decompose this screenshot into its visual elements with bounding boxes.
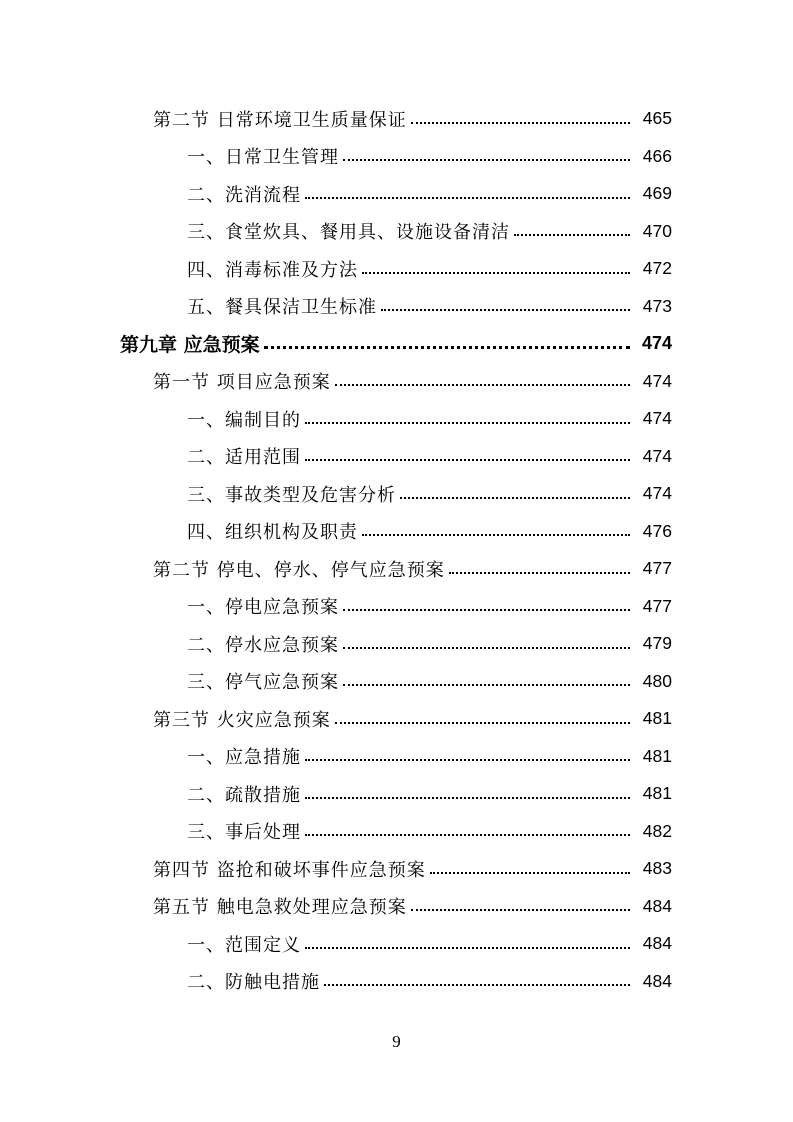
toc-section-row[interactable] bbox=[0, 363, 793, 401]
dot-leader bbox=[449, 572, 630, 574]
toc-item-row[interactable] bbox=[0, 625, 793, 663]
toc-section-row[interactable] bbox=[0, 850, 793, 888]
toc-item-row[interactable] bbox=[0, 138, 793, 176]
toc-item-row[interactable] bbox=[0, 288, 793, 326]
toc-section-row[interactable] bbox=[0, 100, 793, 138]
toc-entry-page: 477 bbox=[642, 595, 672, 616]
toc-entry-page: 474 bbox=[642, 445, 672, 466]
toc-item-row[interactable] bbox=[0, 738, 793, 776]
dot-leader bbox=[305, 459, 630, 461]
toc-entry-title: 二、疏散措施 bbox=[187, 784, 301, 806]
toc-section-row[interactable] bbox=[0, 700, 793, 738]
dot-leader bbox=[335, 384, 630, 386]
toc-section-row[interactable] bbox=[0, 888, 793, 926]
dot-leader bbox=[305, 422, 630, 424]
toc-chapter-row[interactable] bbox=[0, 325, 793, 363]
dot-leader bbox=[343, 159, 630, 161]
toc-entry-page: 473 bbox=[642, 295, 672, 316]
toc-entry-title: 三、食堂炊具、餐用具、设施设备清洁 bbox=[187, 222, 510, 244]
toc-entry-page: 472 bbox=[642, 258, 672, 279]
toc-entry-page: 482 bbox=[642, 820, 672, 841]
toc-entry-page: 484 bbox=[642, 895, 672, 916]
toc-entry-title: 一、范围定义 bbox=[187, 934, 301, 956]
toc-entry-page: 476 bbox=[642, 520, 672, 541]
dot-leader bbox=[430, 872, 630, 874]
dot-leader bbox=[343, 647, 630, 649]
toc-item-row[interactable] bbox=[0, 438, 793, 476]
toc-entry-title: 三、事后处理 bbox=[187, 822, 301, 844]
dot-leader bbox=[411, 122, 630, 124]
toc-item-row[interactable] bbox=[0, 175, 793, 213]
dot-leader bbox=[362, 272, 630, 274]
toc-entry-page: 481 bbox=[642, 745, 672, 766]
toc-entry-page: 474 bbox=[642, 483, 672, 504]
dot-leader bbox=[305, 797, 630, 799]
toc-entry-page: 483 bbox=[642, 858, 672, 879]
toc-entry-page: 474 bbox=[642, 408, 672, 429]
dot-leader bbox=[514, 234, 630, 236]
page-number: 9 bbox=[392, 1032, 401, 1051]
toc-entry-page: 480 bbox=[642, 670, 672, 691]
toc-entry-page: 465 bbox=[642, 108, 672, 129]
toc-item-row[interactable] bbox=[0, 588, 793, 626]
toc-entry-page: 477 bbox=[642, 558, 672, 579]
toc-entry-page: 474 bbox=[641, 333, 672, 354]
toc-entry-title: 二、适用范围 bbox=[187, 447, 301, 469]
toc-entry-page: 474 bbox=[642, 370, 672, 391]
toc-entry-title: 一、编制目的 bbox=[187, 409, 301, 431]
toc-entry-title: 四、组织机构及职责 bbox=[187, 522, 358, 544]
dot-leader bbox=[324, 984, 630, 986]
toc-entry-page: 481 bbox=[642, 783, 672, 804]
toc-entry-title: 第二节 停电、停水、停气应急预案 bbox=[153, 559, 445, 581]
toc-entry-title: 三、停气应急预案 bbox=[187, 672, 339, 694]
toc-entry-title: 第一节 项目应急预案 bbox=[153, 372, 331, 394]
table-of-contents bbox=[0, 100, 793, 1000]
dot-leader bbox=[305, 197, 630, 199]
toc-entry-title: 一、停电应急预案 bbox=[187, 597, 339, 619]
toc-entry-title: 五、餐具保洁卫生标准 bbox=[187, 297, 377, 319]
toc-item-row[interactable] bbox=[0, 775, 793, 813]
dot-leader bbox=[411, 909, 630, 911]
dot-leader bbox=[264, 346, 630, 349]
toc-item-row[interactable] bbox=[0, 475, 793, 513]
dot-leader bbox=[343, 684, 630, 686]
toc-section-row[interactable] bbox=[0, 550, 793, 588]
toc-entry-title: 二、停水应急预案 bbox=[187, 634, 339, 656]
dot-leader bbox=[343, 609, 630, 611]
toc-entry-page: 466 bbox=[642, 145, 672, 166]
toc-entry-title: 第九章 应急预案 bbox=[120, 334, 260, 357]
toc-entry-page: 484 bbox=[642, 970, 672, 991]
toc-item-row[interactable] bbox=[0, 213, 793, 251]
toc-item-row[interactable] bbox=[0, 250, 793, 288]
toc-entry-page: 469 bbox=[642, 183, 672, 204]
toc-entry-page: 481 bbox=[642, 708, 672, 729]
toc-entry-title: 一、日常卫生管理 bbox=[187, 147, 339, 169]
toc-entry-page: 484 bbox=[642, 933, 672, 954]
toc-entry-page: 470 bbox=[642, 220, 672, 241]
dot-leader bbox=[305, 834, 630, 836]
toc-item-row[interactable] bbox=[0, 400, 793, 438]
toc-entry-title: 二、洗消流程 bbox=[187, 184, 301, 206]
toc-entry-title: 一、应急措施 bbox=[187, 747, 301, 769]
dot-leader bbox=[305, 759, 630, 761]
toc-item-row[interactable] bbox=[0, 963, 793, 1001]
dot-leader bbox=[305, 947, 630, 949]
toc-item-row[interactable] bbox=[0, 663, 793, 701]
toc-item-row[interactable] bbox=[0, 813, 793, 851]
toc-entry-title: 四、消毒标准及方法 bbox=[187, 259, 358, 281]
dot-leader bbox=[381, 309, 630, 311]
toc-entry-page: 479 bbox=[642, 633, 672, 654]
toc-item-row[interactable] bbox=[0, 925, 793, 963]
toc-entry-title: 二、防触电措施 bbox=[187, 972, 320, 994]
toc-entry-title: 第二节 日常环境卫生质量保证 bbox=[153, 109, 407, 131]
toc-entry-title: 第五节 触电急救处理应急预案 bbox=[153, 897, 407, 919]
toc-entry-title: 第四节 盗抢和破坏事件应急预案 bbox=[153, 859, 426, 881]
dot-leader bbox=[400, 497, 630, 499]
dot-leader bbox=[362, 534, 630, 536]
toc-entry-title: 第三节 火灾应急预案 bbox=[153, 709, 331, 731]
toc-entry-title: 三、事故类型及危害分析 bbox=[187, 484, 396, 506]
dot-leader bbox=[335, 722, 630, 724]
toc-item-row[interactable] bbox=[0, 513, 793, 551]
